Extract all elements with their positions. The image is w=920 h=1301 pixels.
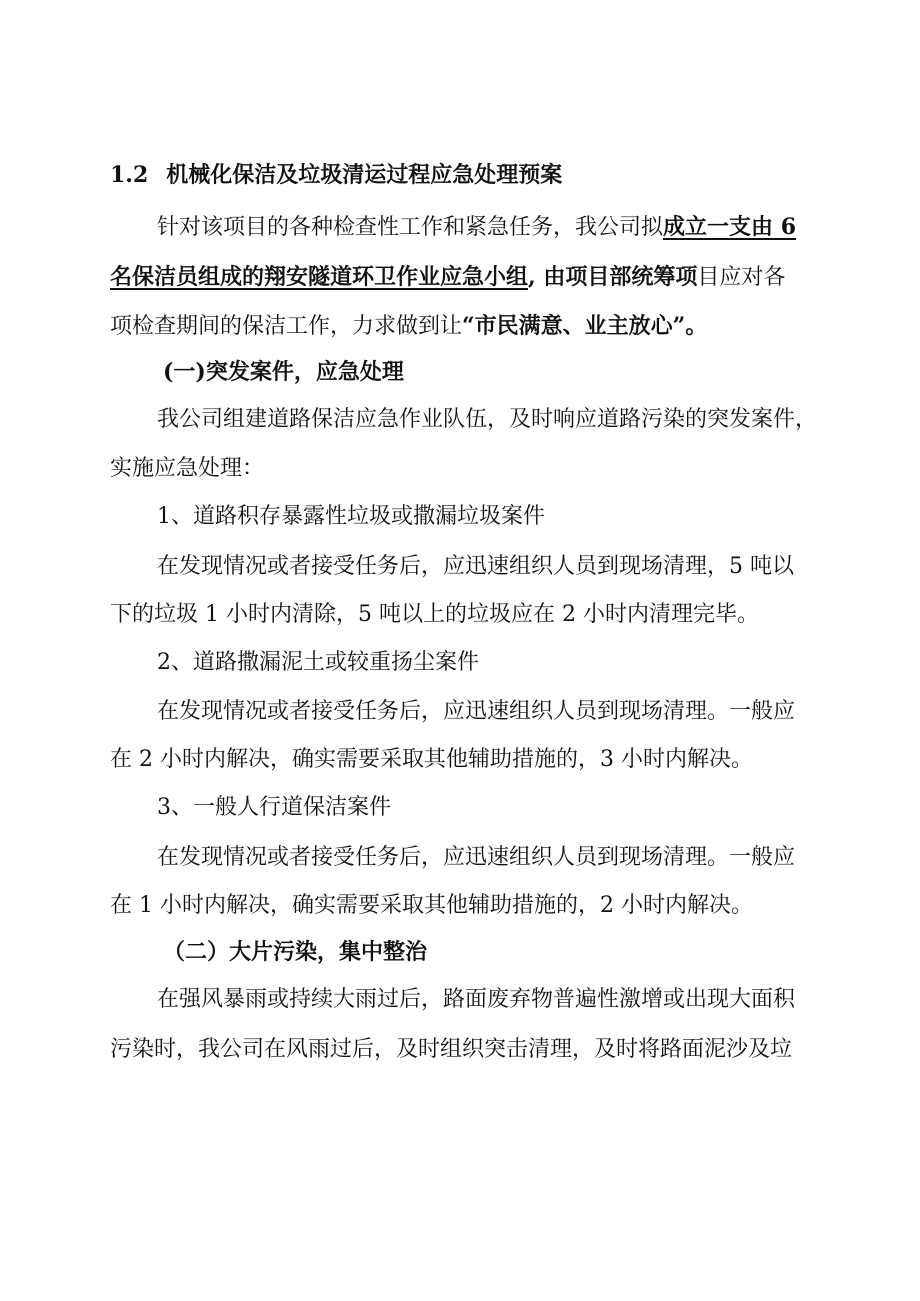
intro-line-1 <box>157 212 796 243</box>
item-title-2: 2、道路撒漏泥土或较重扬尘案件 <box>157 650 479 675</box>
intro-slogan: “市民满意、业主放心”。 <box>462 313 708 339</box>
paragraph-line: 在发现情况或者接受任务后，应迅速组织人员到现场清理。一般应 <box>157 699 796 724</box>
heading-number: 1.2 <box>110 162 149 188</box>
item-title-1: 1、道路积存暴露性垃圾或撒漏垃圾案件 <box>157 504 545 529</box>
intro-line-2 <box>110 262 785 293</box>
intro-text: 针对该项目的各种检查性工作和紧急任务，我公司拟 <box>157 215 664 240</box>
subsection-title-1: (一)突发案件，应急处理 <box>163 359 404 385</box>
intro-bold-underlined-text: 由 6 <box>751 214 796 240</box>
intro-team-name: 名保洁员组成的翔安隧道环卫作业应急小组 <box>110 264 529 290</box>
paragraph-line: 我公司组建道路保洁应急作业队伍，及时响应道路污染的突发案件， <box>157 407 818 432</box>
paragraph-line: 在强风暴雨或持续大雨过后，路面废弃物普遍性激增或出现大面积 <box>157 987 796 1012</box>
paragraph-line: 污染时，我公司在风雨过后，及时组织突击清理，及时将路面泥沙及垃 <box>110 1037 793 1062</box>
item-title-3: 3、一般人行道保洁案件 <box>157 795 391 820</box>
paragraph-line: 在 2 小时内解决，确实需要采取其他辅助措施的，3 小时内解决。 <box>110 747 753 772</box>
paragraph-line: 实施应急处理： <box>110 456 265 481</box>
intro-text: 目应对各 <box>697 265 786 290</box>
section-heading <box>110 160 562 190</box>
intro-line-3 <box>110 311 707 342</box>
subsection-title-2: （二）大片污染，集中整治 <box>163 939 428 965</box>
intro-text: 项检查期间的保洁工作，力求做到让 <box>110 314 463 339</box>
paragraph-line: 下的垃圾 1 小时内清除，5 吨以上的垃圾应在 2 小时内清理完毕。 <box>110 602 759 627</box>
heading-title: 机械化保洁及垃圾清运过程应急处理预案 <box>166 162 563 188</box>
paragraph-line: 在 1 小时内解决，确实需要采取其他辅助措施的，2 小时内解决。 <box>110 893 753 918</box>
paragraph-line: 在发现情况或者接受任务后，应迅速组织人员到现场清理，5 吨以 <box>157 554 794 579</box>
intro-underlined-text: 成立一支 <box>663 214 752 240</box>
intro-bold-text: , 由项目部统筹项 <box>528 264 698 290</box>
paragraph-line: 在发现情况或者接受任务后，应迅速组织人员到现场清理。一般应 <box>157 845 796 870</box>
